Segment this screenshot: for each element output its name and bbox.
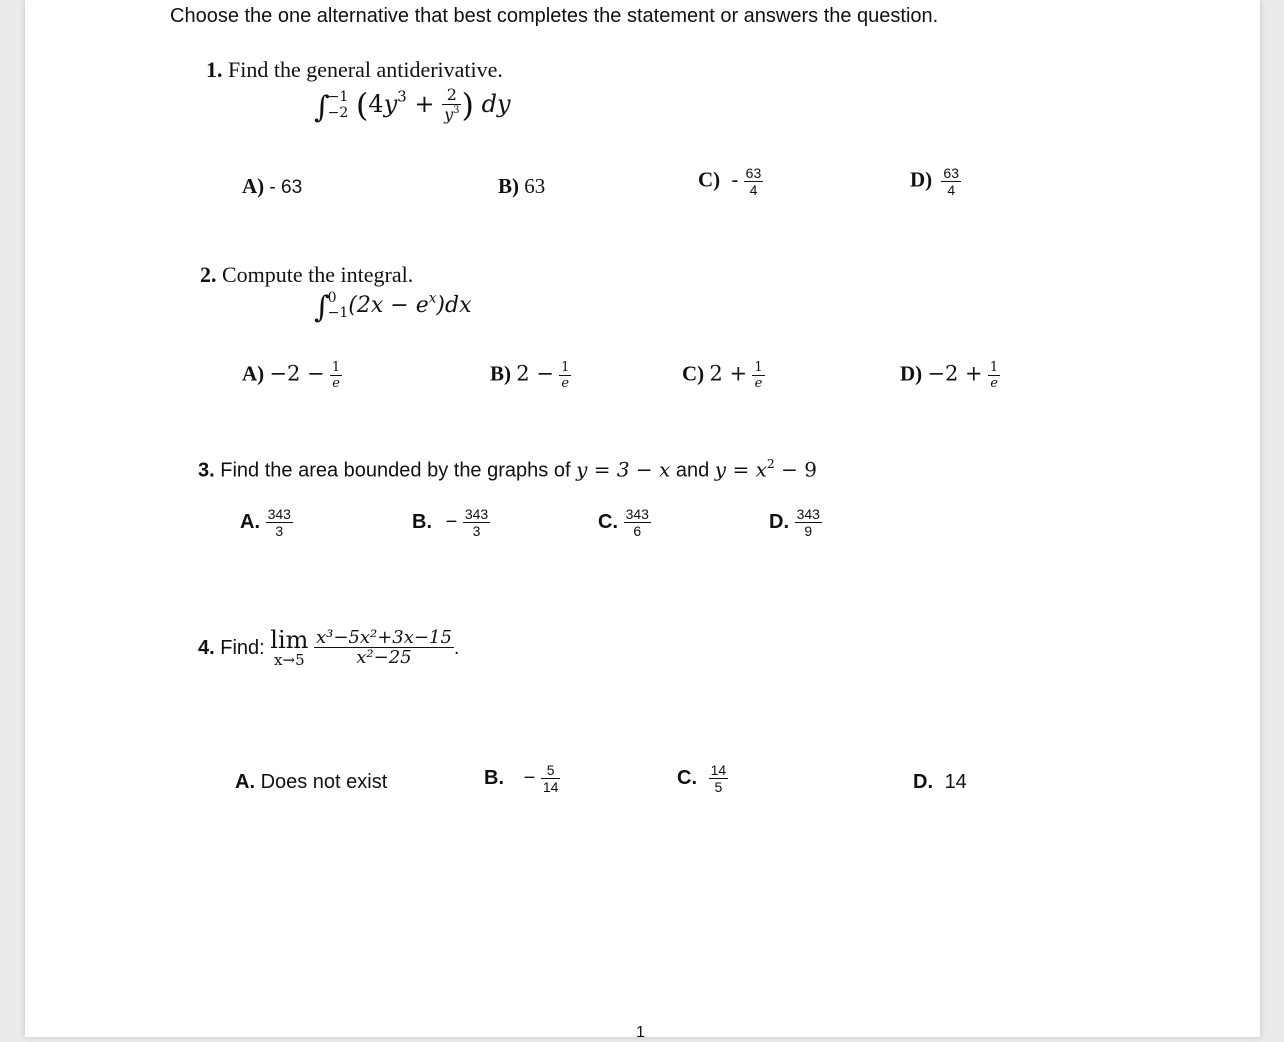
q1-option-c (698, 166, 763, 197)
q4-denominator: x²−25 (314, 647, 454, 668)
q3-equation-1: y = 3 − x (576, 457, 671, 482)
q2-option-b (490, 361, 571, 390)
q4-lim (270, 628, 308, 669)
q4-lim-word: lim (270, 626, 309, 654)
q4-option-b-sign: − (523, 766, 536, 789)
q1-number: 1. (206, 57, 223, 82)
q2-option-d-fraction (988, 361, 1000, 390)
q4-option-c-den: 5 (709, 778, 729, 795)
q3-option-b (412, 507, 490, 538)
q2-close: )dx (436, 293, 472, 318)
q4-option-d-value: 14 (944, 771, 967, 793)
q2-prompt-text: Compute the integral. (222, 262, 414, 287)
q2-prompt (200, 262, 413, 288)
q2-option-a-den: e (330, 375, 342, 391)
q4-fraction (314, 626, 454, 669)
q2-option-a-value: −2 − (269, 361, 325, 386)
q4-option-b-label: B. (484, 766, 504, 789)
q2-option-a-fraction (330, 361, 342, 390)
q2-option-c-value: 2 + (709, 361, 748, 386)
integral-sign: ∫ (314, 90, 330, 125)
q1-option-c-fraction (744, 166, 764, 197)
q1-fraction (442, 87, 461, 124)
q4-option-a (235, 771, 387, 794)
q3-and: and (670, 459, 715, 482)
q2-limits (328, 291, 349, 322)
q1-option-a-label: A) (242, 174, 265, 198)
q3-option-d-num: 343 (796, 506, 820, 522)
q2-option-d-num: 1 (989, 360, 999, 375)
q1-lower-limit: −2 (327, 104, 349, 121)
q1-limits (328, 90, 349, 121)
q1-prompt (206, 57, 503, 83)
q1-option-b-value: 63 (524, 174, 546, 198)
q2-option-a (242, 361, 342, 390)
q1-var: y (383, 90, 398, 118)
q1-option-d (910, 166, 961, 197)
q4-option-c-fraction (709, 763, 729, 794)
q2-exp: x (428, 290, 437, 307)
q2-option-c-label: C) (682, 361, 705, 386)
q3-option-a-fraction (266, 507, 293, 538)
q1-option-b-label: B) (498, 174, 519, 198)
q4-option-b-fraction (541, 763, 561, 794)
q2-option-b-num: 1 (561, 360, 570, 375)
q1-frac-num: 2 (446, 85, 457, 105)
q2-option-d-value: −2 + (927, 361, 983, 386)
q1-prompt-text: Find the general antiderivative. (228, 57, 503, 82)
q1-frac-den-var: y (444, 104, 454, 124)
q3-option-c (598, 507, 651, 538)
q1-integral: ∫ −1 −2 ($4y^3$ + $\frac{2}{y^3}$ ) dy (314, 85, 511, 125)
q1-option-c-den: 4 (744, 181, 764, 198)
q3-equation-2: y = x (714, 457, 767, 482)
q1-upper-limit: −1 (327, 89, 349, 106)
q1-option-a-value: - 63 (269, 177, 303, 198)
q4-option-b (484, 763, 560, 794)
q3-option-b-sign: − (445, 510, 458, 533)
integral-sign: ∫ (314, 290, 330, 325)
q4-prompt (198, 628, 459, 669)
q1-option-c-num: 63 (745, 165, 762, 181)
q3-option-c-fraction (624, 507, 651, 538)
q2-integral (314, 290, 471, 325)
q1-frac-den-pow: 3 (453, 105, 460, 117)
q2-option-b-fraction (559, 361, 571, 390)
q3-option-d (769, 507, 822, 538)
q2-option-c-fraction (752, 361, 764, 390)
q4-option-d (913, 771, 967, 794)
page-number: 1 (636, 1024, 645, 1041)
q2-option-d (900, 361, 1000, 390)
q1-plus: + (414, 90, 435, 118)
q2-body: (2x − e (348, 293, 429, 318)
q1-option-a (242, 174, 302, 199)
q2-option-b-label: B) (490, 361, 511, 386)
q3-option-c-label: C. (598, 510, 618, 533)
q4-option-d-label: D. (913, 771, 933, 793)
q3-prompt-text: Find the area bounded by the graphs of (220, 459, 577, 482)
q2-option-b-den: e (559, 375, 571, 391)
q3-option-c-den: 6 (624, 522, 651, 539)
instructions-text: Choose the one alternative that best completes the statement or answers the question. (170, 5, 939, 27)
q4-period: . (453, 636, 460, 659)
q4-number: 4. (198, 636, 215, 659)
q1-option-d-label: D) (910, 167, 933, 192)
q3-option-b-num: 343 (464, 506, 489, 522)
q3-option-b-den: 3 (463, 522, 490, 539)
q3-option-a-den: 3 (266, 522, 293, 539)
q2-number: 2. (200, 262, 217, 287)
q4-option-c-label: C. (677, 766, 697, 789)
q1-option-d-den: 4 (941, 181, 961, 198)
q3-option-b-fraction (463, 507, 490, 538)
q4-prompt-text: Find: (220, 636, 265, 659)
q4-option-c-num: 14 (710, 762, 727, 778)
q2-option-d-label: D) (900, 361, 923, 386)
q3-option-c-num: 343 (625, 506, 649, 522)
q2-option-a-label: A) (242, 361, 265, 386)
q4-option-b-num: 5 (546, 762, 555, 778)
q1-option-d-fraction (941, 166, 961, 197)
q2-upper-limit: 0 (327, 289, 337, 306)
q1-option-c-sign: - (731, 168, 739, 192)
q3-number: 3. (198, 459, 215, 482)
q1-diff: dy (481, 90, 511, 118)
q4-option-b-den: 14 (542, 778, 559, 795)
q4-option-a-value: Does not exist (260, 771, 388, 793)
q2-option-b-value: 2 − (516, 361, 554, 386)
q3-option-b-label: B. (412, 510, 432, 533)
q4-option-c (677, 763, 728, 794)
q1-option-d-num: 63 (943, 165, 959, 181)
q3-equation-2-pow: 2 (766, 456, 775, 471)
q2-lower-limit: −1 (327, 305, 349, 321)
q3-option-a (240, 507, 293, 538)
q4-numerator: x³−5x²+3x−15 (315, 626, 452, 648)
q1-coef: 4 (368, 90, 384, 118)
q2-option-c-den: e (752, 375, 764, 391)
q3-option-d-fraction (795, 507, 822, 538)
q3-option-d-den: 9 (795, 522, 822, 539)
q2-option-c (682, 361, 765, 390)
q1-option-b (498, 174, 545, 199)
q1-pow: 3 (397, 87, 407, 106)
q4-option-a-label: A. (235, 771, 255, 793)
q3-prompt (198, 456, 817, 483)
q2-option-d-den: e (988, 375, 1000, 391)
q1-option-c-label: C) (698, 167, 721, 192)
q3-option-a-num: 343 (267, 506, 291, 522)
q4-lim-subscript: x→5 (274, 651, 305, 670)
q2-option-a-num: 1 (331, 360, 341, 375)
q3-option-d-label: D. (769, 510, 789, 533)
q3-option-a-label: A. (240, 510, 260, 533)
q3-equation-2-tail: − 9 (774, 457, 817, 482)
q2-option-c-num: 1 (754, 360, 763, 375)
